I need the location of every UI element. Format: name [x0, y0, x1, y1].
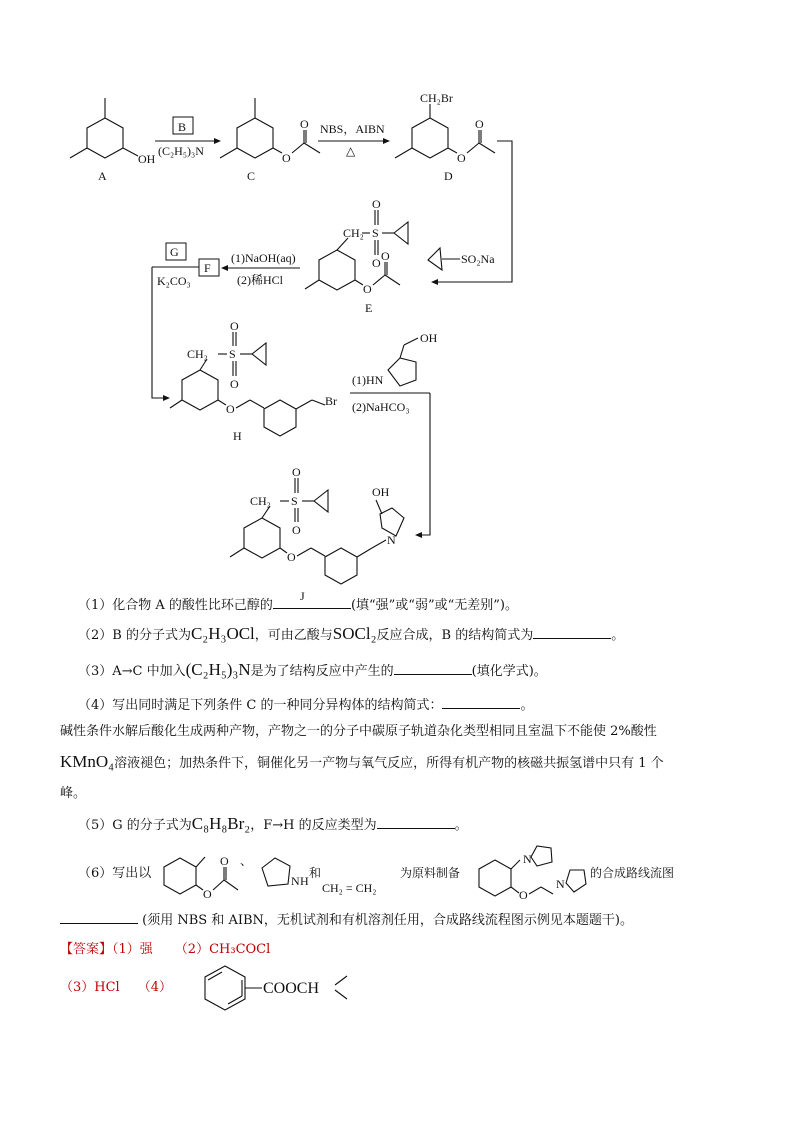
label-e: E — [365, 301, 373, 315]
nh-n: N — [291, 874, 300, 888]
question-4-condition-2: KMnO₄溶液褪色；加热条件下，铜催化另一产物与氧气反应，所得有机产物的核磁共振氢谱中只有 1 个 — [60, 752, 664, 771]
question-2: （2）B 的分子式为C₂H₃OCl，可由乙酸与SOCl₂反应合成，B 的结构简式为 。 — [78, 624, 625, 643]
arrow-step1 — [155, 117, 221, 158]
label-a: A — [98, 169, 107, 183]
o-bottom-h: O — [230, 377, 239, 391]
label-j: J — [300, 589, 305, 603]
ch2-label: CH₂ — [343, 226, 364, 240]
target-o: O — [519, 888, 528, 902]
base-label: (C₂H₅)₃N — [158, 144, 204, 158]
question-4: （4）写出同时满足下列条件 C 的一种同分异构体的结构简式： 。 — [78, 698, 534, 713]
cooch-label: COOCH — [263, 980, 320, 997]
answer-blank-3[interactable] — [394, 662, 472, 675]
box-f-label: F — [204, 261, 211, 275]
o-ether-j: O — [287, 550, 296, 564]
cyclopropyl-sulfinate — [428, 248, 495, 270]
nh-h: H — [300, 874, 309, 888]
o-carbonyl-q6: O — [220, 854, 229, 868]
formula-socl2: SOCl₂ — [332, 624, 377, 643]
hn-label: (1)HN — [352, 373, 384, 387]
label-d: D — [444, 169, 453, 183]
ethylene-label: CH₂ = CH₂ — [322, 881, 377, 895]
formula-triethylamine: (C₂H₅)₃N — [185, 660, 251, 679]
ch2-label-h: CH₂ — [187, 347, 208, 361]
o-top-h: O — [230, 319, 239, 333]
reagent-b: B — [178, 120, 187, 134]
compound-a — [70, 98, 156, 183]
o-label-d: O — [457, 151, 466, 165]
answer-blank-6[interactable] — [60, 911, 138, 924]
o-ester-q6: O — [203, 887, 212, 901]
o-bottom: O — [372, 256, 381, 270]
formula-kmno4: KMnO₄ — [60, 752, 115, 771]
nbs-label: NBS，AIBN — [320, 122, 385, 136]
hcl-label: (2)稀HCl — [237, 273, 283, 287]
ch2br-label: CH₂Br — [420, 91, 453, 105]
q6-route-text: 的合成路线流图 — [590, 866, 675, 880]
o-ether-h: O — [226, 402, 235, 416]
s-label-j: S — [291, 494, 298, 508]
compound-e — [305, 197, 408, 315]
question-4-condition-1: 碱性条件水解后酸化生成两种产物，产物之一的分子中碳原子轨道杂化类型相同且室温下不能使 2%酸性 — [60, 724, 657, 739]
k2co3-label: K₂CO₃ — [157, 274, 191, 288]
answer-blank-2[interactable] — [533, 626, 611, 639]
o-bottom-j: O — [292, 523, 301, 537]
answer-label: 【答案】 — [60, 942, 113, 957]
q6-raw-material-text: 为原料制备 — [400, 866, 461, 880]
o-label: O — [282, 151, 291, 165]
question-6-note: (须用 NBS 和 AIBN，无机试剂和有机溶剂任用，合成路线流程图示例见本题题干)。 — [60, 911, 633, 931]
box-g-label: G — [170, 245, 179, 259]
o-top-j: O — [292, 465, 301, 479]
answer-blank-1[interactable] — [273, 596, 351, 609]
question-1: （1）化合物 A 的酸性比环己醇的 (填“强”或“弱”或“无差别”)。 — [78, 598, 518, 613]
compound-d — [395, 91, 495, 183]
question-3: （3）A→C 中加入(C₂H₅)₃N是为了结构反应中产生的 (填化学式)。 — [78, 660, 547, 679]
target-n1: N — [523, 852, 532, 866]
answer-line-1: 【答案】（1）强 （2）CH₃COCl — [60, 942, 271, 957]
formula-g: C₈H₈Br₂ — [191, 814, 251, 833]
answer-line-2: （3）HCl （4） — [60, 980, 172, 995]
so2na-label: SO₂Na — [461, 252, 495, 266]
o-top: O — [372, 197, 381, 211]
s-label: S — [372, 226, 379, 240]
s-label-h: S — [229, 347, 236, 361]
oh-label: OH — [138, 152, 156, 166]
separator-comma: 、 — [240, 854, 253, 868]
nahco3-label: (2)NaHCO₃ — [352, 400, 410, 414]
arrow-step2 — [318, 122, 390, 158]
label-h: H — [233, 429, 242, 443]
answer-blank-4[interactable] — [442, 696, 520, 709]
naoh-label: (1)NaOH(aq) — [231, 251, 296, 265]
oh-label-pyrrolidine: OH — [420, 331, 438, 345]
question-5: （5）G 的分子式为C₈H₈Br₂，F→H 的反应类型为 。 — [78, 814, 468, 833]
target-n2: N — [556, 877, 565, 891]
o-carbonyl-d: O — [475, 117, 484, 131]
n-label-j: N — [387, 533, 396, 547]
arrow-step4 — [152, 243, 300, 401]
answer-blank-5[interactable] — [377, 816, 455, 829]
formula-b: C₂H₃OCl — [190, 624, 255, 643]
compound-h — [170, 319, 337, 443]
heat-label: △ — [346, 144, 356, 158]
arrow-step6 — [350, 331, 438, 538]
oh-label-j: OH — [372, 485, 390, 499]
label-c: C — [247, 169, 256, 183]
compound-c — [220, 98, 320, 183]
o-carbonyl: O — [300, 117, 309, 131]
ch2-label-j: CH₂ — [250, 494, 271, 508]
o-label-e: O — [363, 282, 372, 296]
o-carbonyl-e: O — [381, 249, 390, 263]
br-label-h: Br — [325, 394, 337, 408]
question-4-condition-3: 峰。 — [60, 786, 87, 801]
question-6-label: （6）写出以 — [78, 866, 152, 881]
compound-j — [230, 465, 404, 603]
and-label: 和 — [309, 866, 322, 880]
